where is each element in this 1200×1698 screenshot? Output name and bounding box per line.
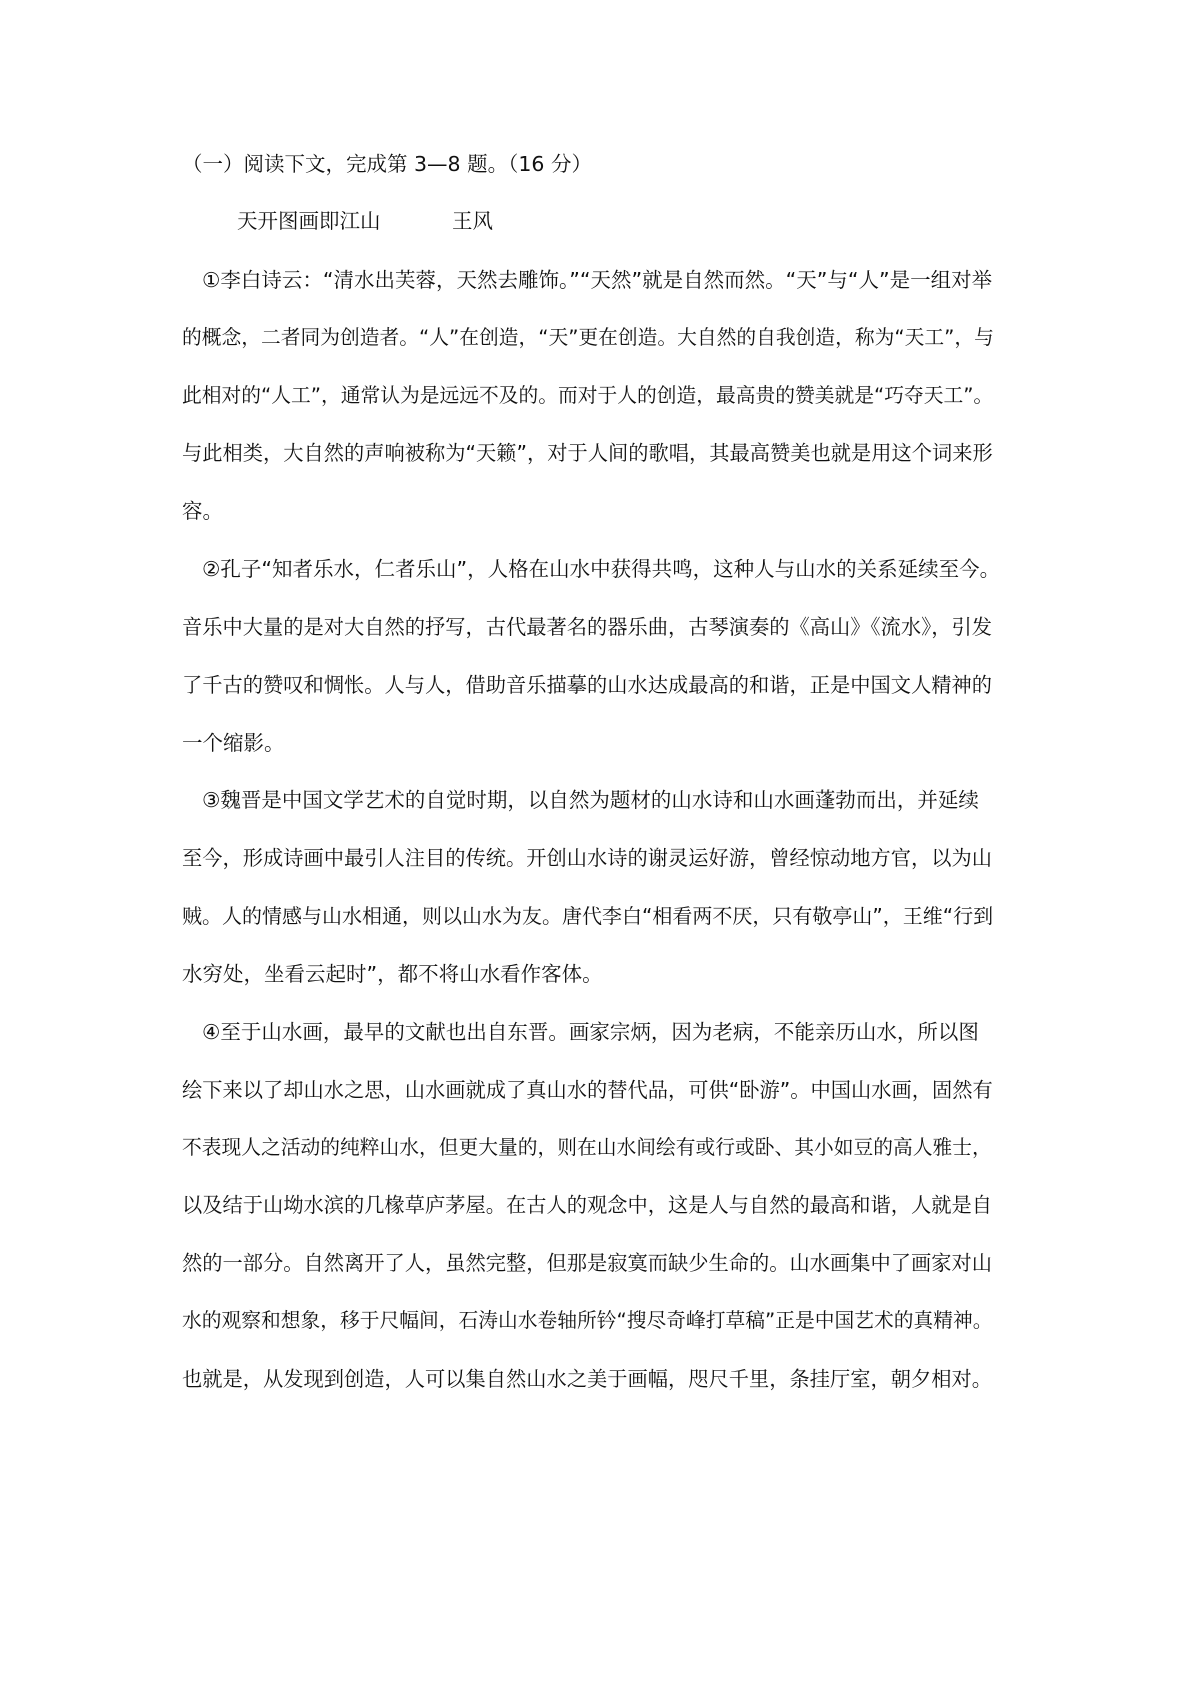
paragraph-line: 了千古的赞叹和惆怅。人与人，借助音乐描摹的山水达成最高的和谐，正是中国文人精神的 xyxy=(182,673,993,697)
article-title: 天开图画即江山 xyxy=(237,209,381,233)
paragraph-line: 一个缩影。 xyxy=(182,731,285,755)
paragraph-line: 水穷处，坐看云起时”，都不将山水看作客体。 xyxy=(182,962,603,986)
paragraph-line: 至今，形成诗画中最引人注目的传统。开创山水诗的谢灵运好游，曾经惊动地方官，以为山 xyxy=(182,846,993,870)
paragraph-line: 绘下来以了却山水之思，山水画就成了真山水的替代品，可供“卧游”。中国山水画，固然有 xyxy=(182,1078,993,1102)
paragraph-line: 水的观察和想象，移于尺幅间，石涛山水卷轴所钤“搜尽奇峰打草稿”正是中国艺术的真精神。 xyxy=(182,1309,993,1332)
paragraph-line: ④至于山水画，最早的文献也出自东晋。画家宗炳，因为老病，不能亲历山水，所以图 xyxy=(202,1020,979,1044)
paragraph-line: ①李白诗云：“清水出芙蓉，天然去雕饰。”“天然”就是自然而然。“天”与“人”是一组对举 xyxy=(202,268,993,292)
paragraph-line: ②孔子“知者乐水，仁者乐山”，人格在山水中获得共鸣，这种人与山水的关系延续至今。 xyxy=(202,557,1001,581)
paragraph-line: 的概念，二者同为创造者。“人”在创造，“天”更在创造。大自然的自我创造，称为“天工”，与 xyxy=(182,326,994,349)
paragraph-line: 音乐中大量的是对大自然的抒写，古代最著名的器乐曲，古琴演奏的《高山》《流水》，引发 xyxy=(182,615,993,639)
paragraph-line: 容。 xyxy=(182,499,223,523)
section-heading: （一）阅读下文，完成第 3—8 题。（16 分） xyxy=(182,152,592,176)
paragraph-line: ③魏晋是中国文学艺术的自觉时期，以自然为题材的山水诗和山水画蓬勃而出，并延续 xyxy=(202,788,979,812)
article-author: 王风 xyxy=(452,209,493,233)
paragraph-line: 与此相类，大自然的声响被称为“天籁”，对于人间的歌唱，其最高赞美也就是用这个词来形 xyxy=(182,441,993,465)
paragraph-line: 也就是，从发现到创造，人可以集自然山水之美于画幅，咫尺千里，条挂厅室，朝夕相对。 xyxy=(182,1367,993,1391)
paragraph-line: 贼。人的情感与山水相通，则以山水为友。唐代李白“相看两不厌，只有敬亭山”，王维“行到 xyxy=(182,904,994,928)
paragraph-line: 然的一部分。自然离开了人，虽然完整，但那是寂寞而缺少生命的。山水画集中了画家对山 xyxy=(182,1251,993,1275)
paragraph-line: 以及结于山坳水滨的几椽草庐茅屋。在古人的观念中，这是人与自然的最高和谐，人就是自 xyxy=(182,1193,993,1217)
paragraph-line: 此相对的“人工”，通常认为是远远不及的。而对于人的创造，最高贵的赞美就是“巧夺天工”。 xyxy=(182,384,994,407)
paragraph-line: 不表现人之活动的纯粹山水，但更大量的，则在山水间绘有或行或卧、其小如豆的高人雅士， xyxy=(182,1136,992,1159)
